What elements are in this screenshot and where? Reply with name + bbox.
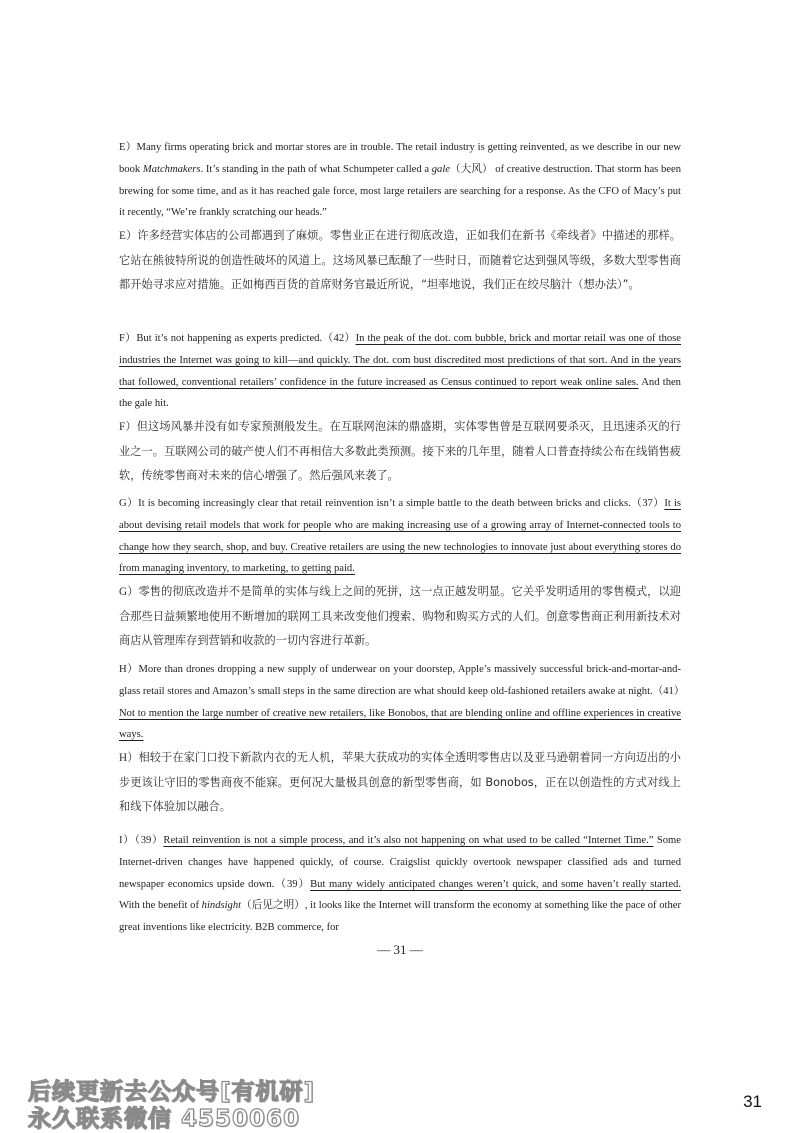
underlined-answer-39-b: But many widely anticipated changes weren’t quick, and some haven’t really started.: [310, 878, 681, 890]
paragraph-g-english: G）It is becoming increasingly clear that retail reinvention isn’t a simple battle to the death between bricks and clicks.（37）It is about devising retail models that work for people who are making increasing use of a growing array of Internet-connected tools to change how they search, shop, and buy. Creative retailers are using the new technologies to innovate just about everything stores do from managing inventory, to marketing, to getting paid.: [119, 498, 682, 575]
section-i: [119, 830, 681, 939]
paragraph-h-english: H）More than drones dropping a new supply of underwear on your doorstep, Apple’s massively successful brick-and-mortar-and-glass retail stores and Amazon’s small steps in the same direction are what should keep old-fashioned retailers awake at night.（41）Not to mention the large number of creative new retailers, like Bonobos, that are blending online and offline experiences in creative ways.: [119, 664, 685, 741]
paragraph-h-chinese: H）相较于在家门口投下新款内衣的无人机，苹果大获成功的实体全透明零售店以及亚马逊朝着同一方向迈出的小步更该让守旧的零售商夜不能寐。更何况大量极具创意的新型零售商，如 Bonobos，正在以创造性的方式对线上和线下体验加以融合。: [119, 751, 681, 813]
section-f: [119, 328, 681, 488]
section-e: [119, 137, 681, 297]
watermark-line-2: 永久联系微信 4550060: [28, 1106, 301, 1132]
paragraph-e-english: E）Many firms operating brick and mortar stores are in trouble. The retail industry is getting reinvented, as we describe in our new book Matchmakers. It’s standing in the path of what Schumpeter called a gale（大风） of creative destruction. That storm has been brewing for some time, and as it has reached gale force, most large retailers are searching for a response. As the CFO of Macy’s put it recently, “We’re frankly scratching our heads.”: [119, 142, 681, 219]
paragraph-i-english: I）（39）Retail reinvention is not a simple process, and it’s also not happening on what used to be called “Internet Time.” Some Internet-driven changes have happened quickly, of course. Craigslist quickly overtook newspaper classified ads and turned newspaper economics upside down.（39）But many widely anticipated changes weren’t quick, and some haven’t really started. With the benefit of hindsight（后见之明）, it looks like the Internet will transform the economy at something like the pace of other great inventions like electricity. B2B commerce, for: [119, 835, 682, 934]
paragraph-f-english: F）But it’s not happening as experts predicted.（42）In the peak of the dot. com bubble, brick and mortar retail was one of those industries the Internet was going to kill—and quickly. The dot. com bust discredited most predictions of that sort. And in the years that followed, conventional retailers’ confidence in the future increased as Census continued to report weak online sales. And then the gale hit.: [119, 333, 681, 410]
underlined-answer-42: In the peak of the dot. com bubble, brick and mortar retail was one of those industries the Internet was going to kill—and quickly. The dot. com bust discredited most predictions of that sort. And in the years that followed, conventional retailers’ confidence in the future increased as Census continued to report weak online sales.: [119, 333, 681, 388]
underlined-answer-41: Not to mention the large number of creative new retailers, like Bonobos, that are blending online and offline experiences in creative ways.: [119, 707, 681, 741]
watermark-line-1: 后续更新去公众号[有机研]: [28, 1079, 316, 1105]
page-number: — 31 —: [377, 942, 423, 957]
corner-page-number: 31: [743, 1092, 762, 1111]
underlined-answer-37: It is about devising retail models that work for people who are making increasing use of a growing array of Internet-connected tools to change how they search, shop, and buy. Creative retailers are using the new technologies to innovate just about everything stores do from managing inventory, to marketing, to getting paid.: [119, 498, 682, 575]
section-h: [119, 659, 685, 819]
paragraph-e-chinese: E）许多经营实体店的公司都遇到了麻烦。零售业正在进行彻底改造，正如我们在新书《牵线者》中描述的那样。它站在熊彼特所说的创造性破坏的风道上。这场风暴已酝酿了一些时日，而随着它达到强风等级，多数大型零售商都开始寻求应对措施。正如梅西百货的首席财务官最近所说，“坦率地说，我们正在绞尽脑汁（想办法）”。: [119, 229, 681, 291]
paragraph-f-chinese: F）但这场风暴并没有如专家预测般发生。在互联网泡沫的鼎盛期，实体零售曾是互联网要杀灭，且迅速杀灭的行业之一。互联网公司的破产使人们不再相信大多数此类预测。接下来的几年里，随着人口普查持续公布在线销售疲软，传统零售商对未来的信心增强了。然后强风来袭了。: [119, 420, 681, 482]
underlined-answer-39-a: Retail reinvention is not a simple process, and it’s also not happening on what used to be called “Internet Time.”: [163, 835, 654, 846]
section-g: [119, 493, 681, 653]
paragraph-g-chinese: G）零售的彻底改造并不是简单的实体与线上之间的死拼，这一点正越发明显。它关乎发明适用的零售模式，以迎合那些日益频繁地使用不断增加的联网工具来改变他们搜索、购物和购买方式的人们。创意零售商正利用新技术对商店从管理库存到营销和收款的一切内容进行革新。: [119, 585, 681, 647]
